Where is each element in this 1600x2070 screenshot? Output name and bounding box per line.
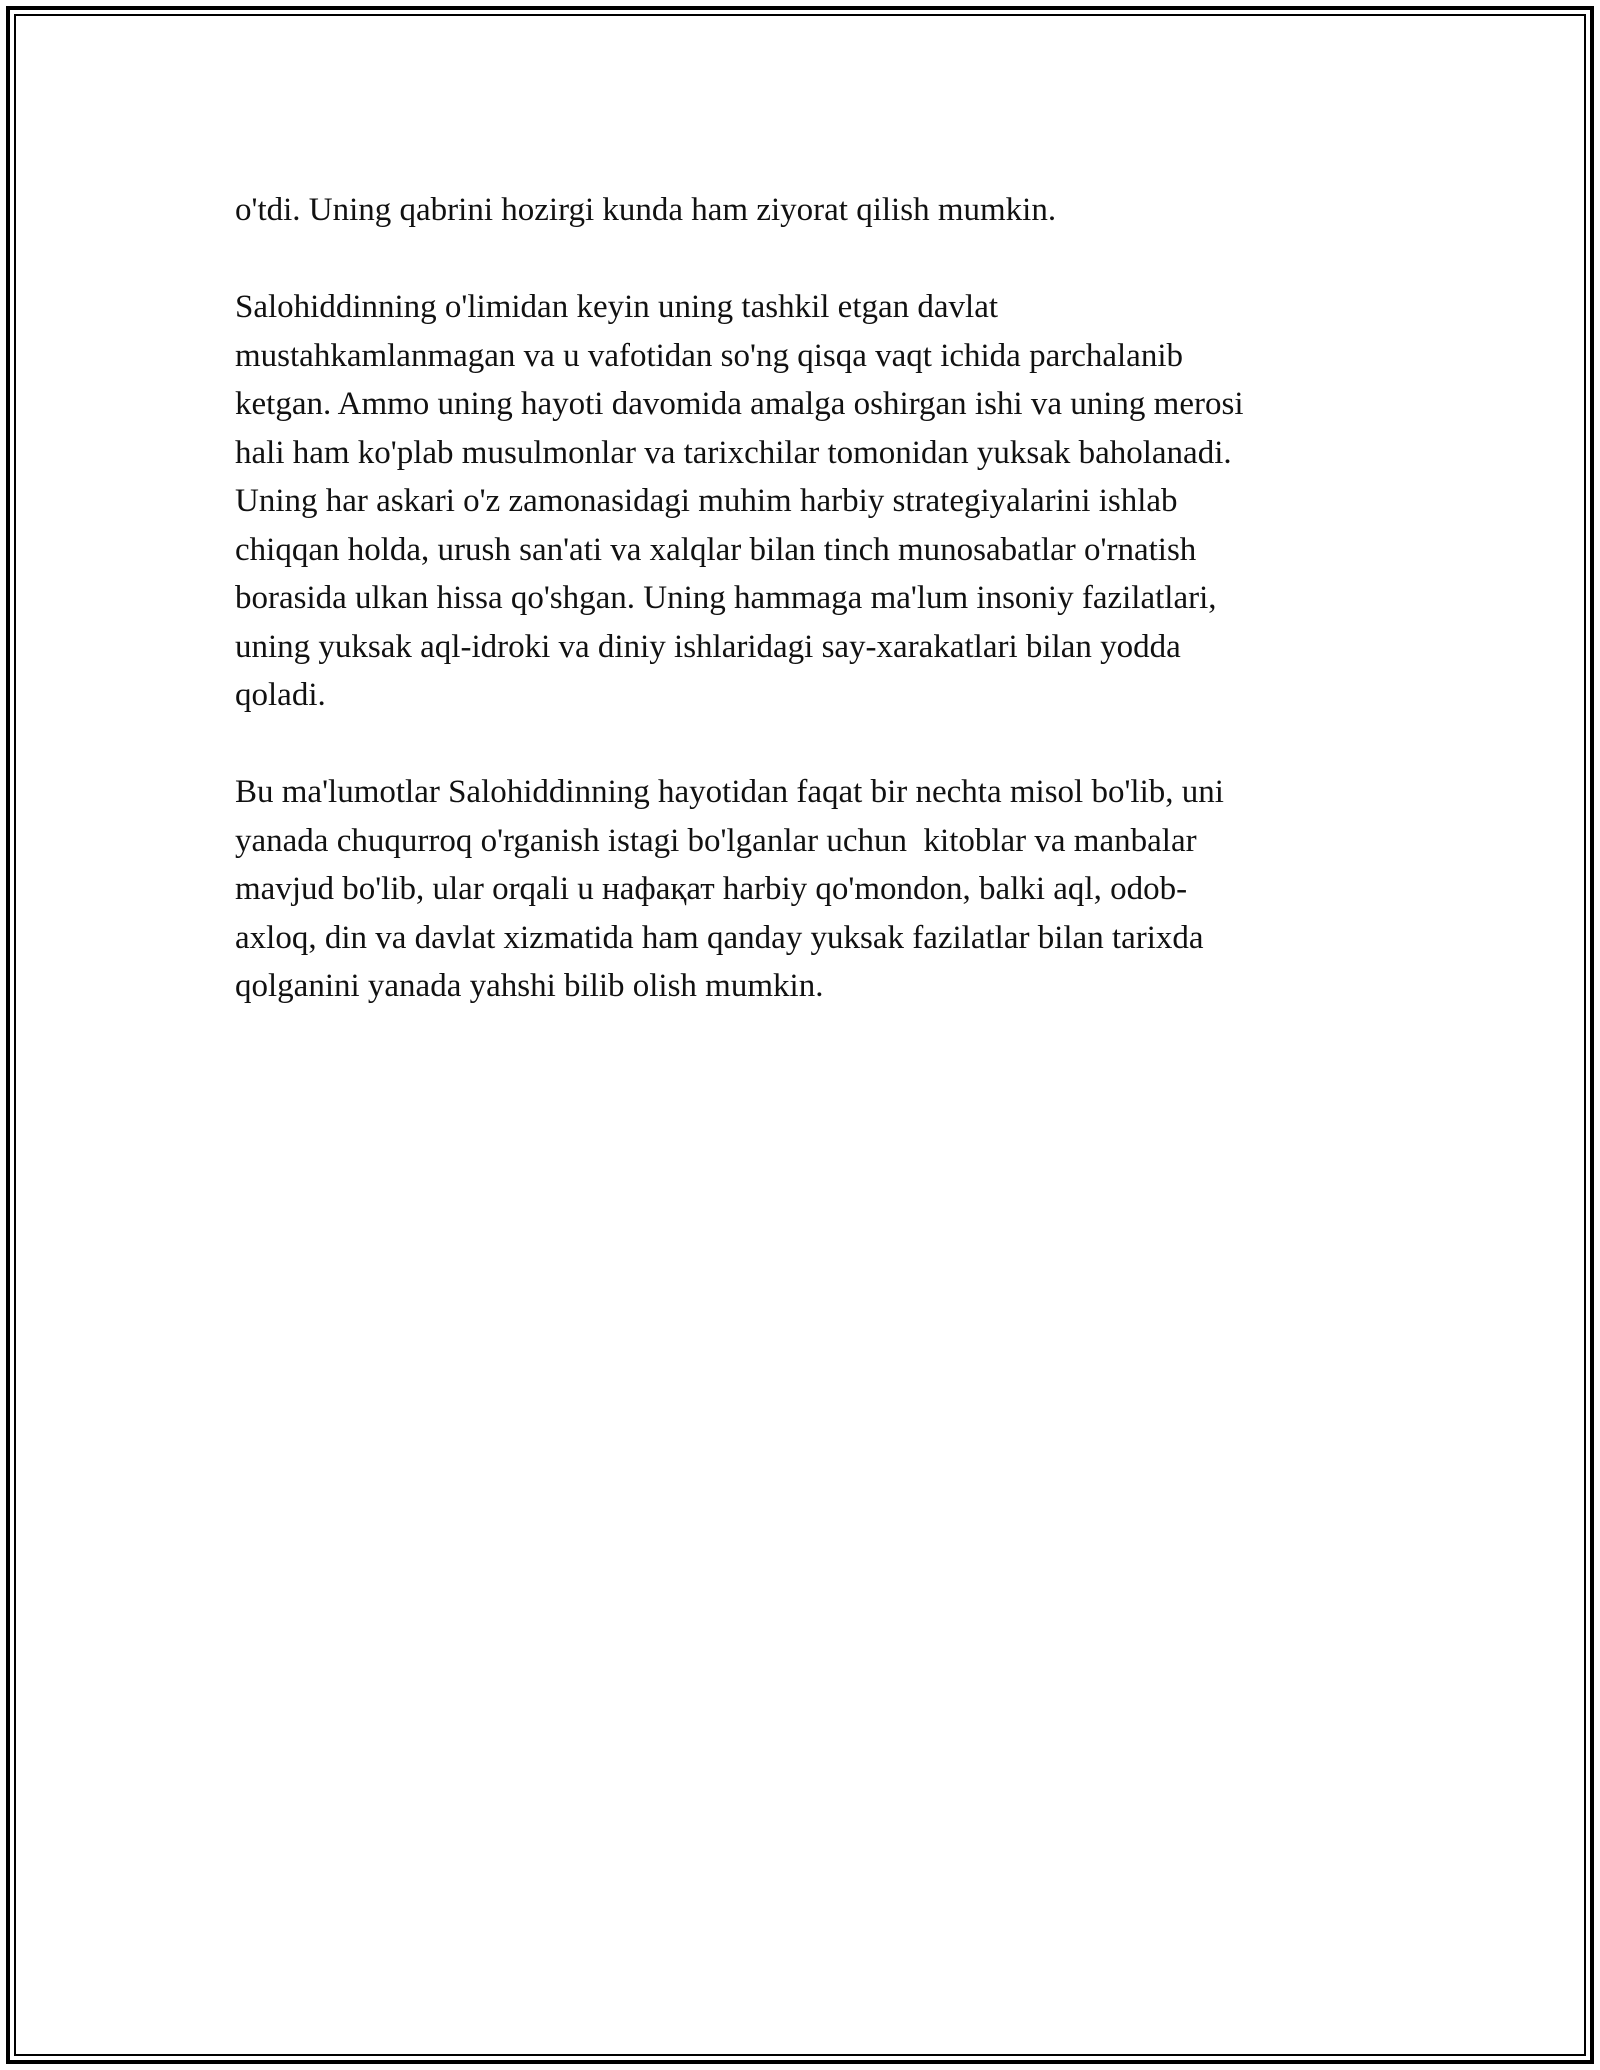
paragraph-1 bbox=[235, 186, 1375, 235]
text-line: mustahkamlanmagan va u vafotidan so'ng qisqa vaqt ichida parchalanib bbox=[235, 337, 1183, 374]
text-line: mavjud bo'lib, ular orqali u нафақат harbiy qo'mondon, balki aql, odob- bbox=[235, 871, 1188, 907]
text-line: yanada chuqurroq o'rganish istagi bo'lganlar uchun kitoblar va manbalar bbox=[235, 822, 1197, 859]
paragraph-3 bbox=[235, 768, 1375, 1011]
text-line: Uning har askari o'z zamonasidagi muhim harbiy strategiyalarini ishlab bbox=[235, 483, 1178, 519]
text-line: Bu ma'lumotlar Salohiddinning hayotidan faqat bir nechta misol bo'lib, uni bbox=[235, 774, 1224, 810]
text-line: ketgan. Ammo uning hayoti davomida amalga oshirgan ishi va uning merosi bbox=[235, 386, 1244, 422]
text-line: hali ham ko'plab musulmonlar va tarixchilar tomonidan yuksak baholanadi. bbox=[235, 434, 1232, 471]
text-line: qoladi. bbox=[235, 677, 326, 713]
paragraph-2 bbox=[235, 283, 1375, 720]
text-line: borasida ulkan hissa qo'shgan. Uning hammaga ma'lum insoniy fazilatlari, bbox=[235, 580, 1217, 616]
text-line: o'tdi. Uning qabrini hozirgi kunda ham ziyorat qilish mumkin. bbox=[235, 192, 1057, 228]
document-body bbox=[235, 186, 1375, 1059]
text-line: Salohiddinning o'limidan keyin uning tashkil etgan davlat bbox=[235, 289, 999, 325]
text-line: uning yuksak aql-idroki va diniy ishlaridagi say-xarakatlari bilan yodda bbox=[235, 628, 1181, 665]
text-line: qolganini yanada yahshi bilib olish mumkin. bbox=[235, 968, 824, 1004]
text-line: axloq, din va davlat xizmatida ham qanday yuksak fazilatlar bilan tarixda bbox=[235, 919, 1204, 956]
text-line: chiqqan holda, urush san'ati va xalqlar bilan tinch munosabatlar o'rnatish bbox=[235, 531, 1197, 568]
